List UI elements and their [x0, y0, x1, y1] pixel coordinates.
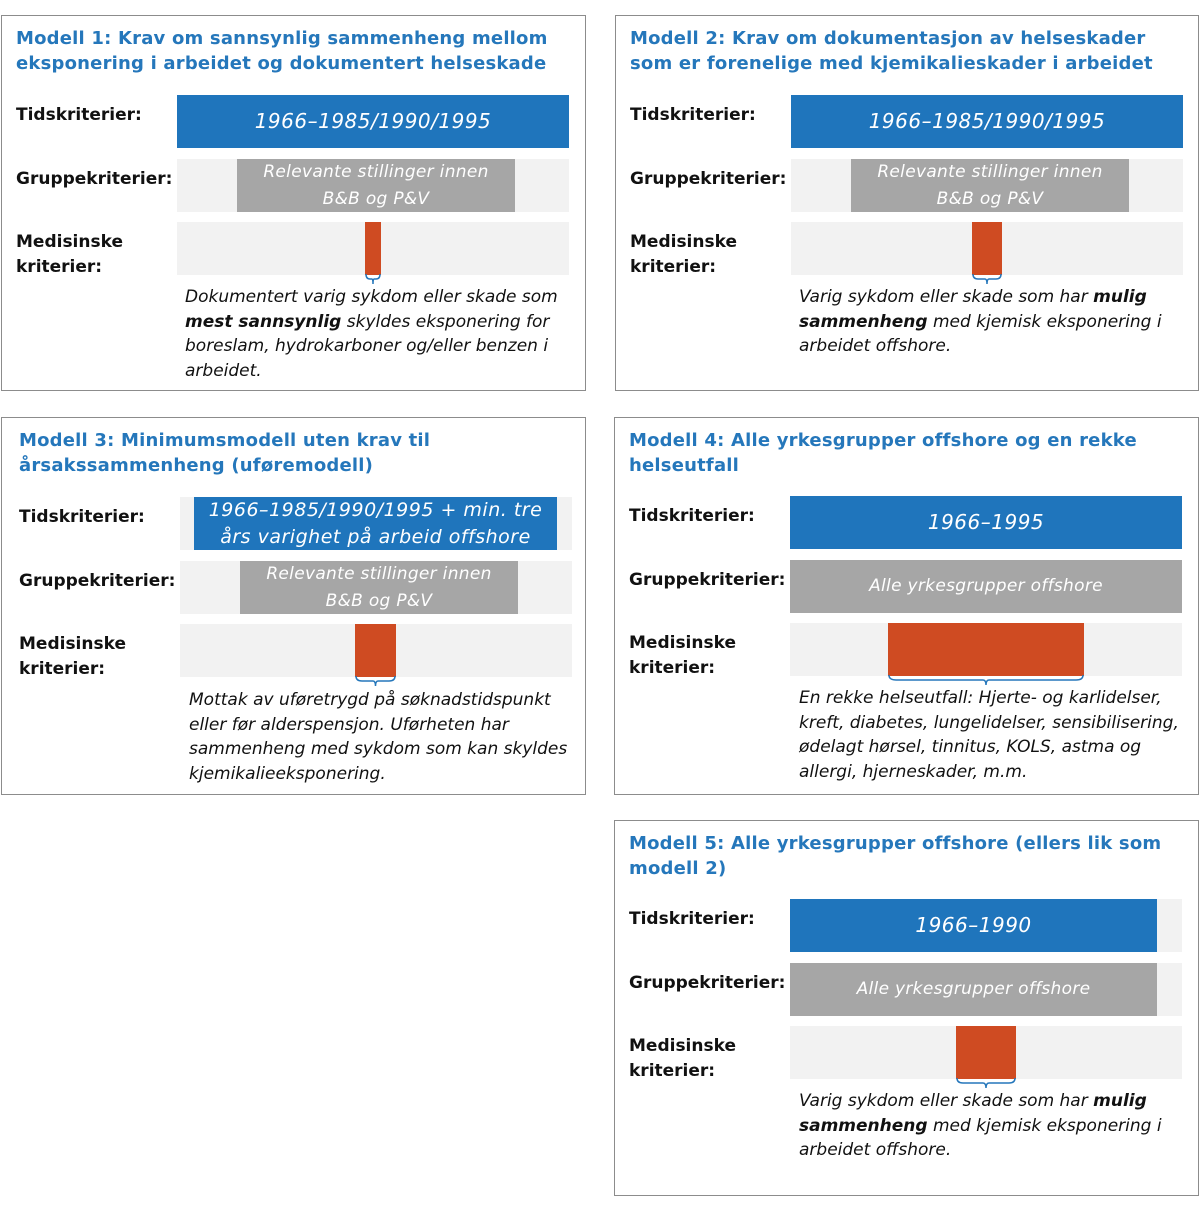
medical-track — [177, 222, 569, 275]
medical-label-line-1: Medisinske — [629, 633, 736, 653]
medical-label-line-2: kriterier: — [629, 658, 716, 678]
medical-description: Varig sykdom eller skade som har mulig sammenheng med kjemisk eksponering i arbeidet offshore. — [799, 1091, 1162, 1160]
time-track — [790, 496, 1182, 549]
model-4-panel — [614, 417, 1199, 795]
time-track — [177, 95, 569, 148]
model-5-title: Modell 5: Alle yrkesgrupper offshore (ellers lik som modell 2) — [629, 833, 1162, 879]
group-criteria-label: Gruppekriterier: — [16, 169, 173, 189]
medical-label-line-2: kriterier: — [630, 257, 717, 277]
time-criteria-label: Tidskriterier: — [630, 105, 756, 125]
time-criteria-label: Tidskriterier: — [16, 105, 142, 125]
medical-label-line-1: Medisinske — [630, 232, 737, 252]
medical-label-line-2: kriterier: — [19, 659, 106, 679]
medical-track — [180, 624, 572, 677]
brace-icon — [888, 674, 1084, 686]
time-track — [180, 497, 572, 550]
model-2-panel — [615, 15, 1199, 391]
medical-label-line-1: Medisinske — [629, 1036, 736, 1056]
medical-label-line-2: kriterier: — [629, 1061, 716, 1081]
medical-bar — [355, 624, 396, 677]
medical-bar — [972, 222, 1002, 275]
medical-description: En rekke helseutfall: Hjerte- og karlidelser, kreft, diabetes, lungelidelser, sensibilisering, ødelagt hørsel, tinnitus, KOLS, astma og allergi, hjerneskader, m.m. — [799, 688, 1179, 782]
model-1-panel — [1, 15, 586, 391]
model-1-title: Modell 1: Krav om sannsynlig sammenheng mellom eksponering i arbeidet og dokumentert helseskade — [16, 28, 548, 74]
brace-icon — [972, 273, 1002, 285]
medical-criteria-label — [629, 631, 799, 681]
group-track — [180, 561, 572, 614]
medical-label-line-2: kriterier: — [16, 257, 103, 277]
group-criteria-label: Gruppekriterier: — [629, 570, 786, 590]
group-track — [177, 159, 569, 212]
group-criteria-label: Gruppekriterier: — [629, 973, 786, 993]
medical-criteria-label — [19, 632, 189, 682]
group-bar: Alle yrkesgrupper offshore — [790, 963, 1157, 1016]
time-bar: 1966–1985/1990/1995 — [177, 95, 569, 148]
time-criteria-label: Tidskriterier: — [629, 909, 755, 929]
group-bar: Relevante stillinger innen B&B og P&V — [237, 159, 515, 212]
group-track — [790, 963, 1182, 1016]
medical-label-line-1: Medisinske — [19, 634, 126, 654]
group-track — [791, 159, 1183, 212]
medical-track — [790, 623, 1182, 676]
group-bar: Relevante stillinger innen B&B og P&V — [240, 561, 518, 614]
time-criteria-label: Tidskriterier: — [19, 507, 145, 527]
medical-description: Dokumentert varig sykdom eller skade som mest sannsynlig skyldes eksponering for boreslam, hydrokarboner og/eller benzen i arbeidet. — [185, 287, 558, 381]
model-3-panel — [1, 417, 586, 795]
model-3-title: Modell 3: Minimumsmodell uten krav til årsakssammenheng (uføremodell) — [19, 430, 431, 476]
group-bar: Alle yrkesgrupper offshore — [790, 560, 1182, 613]
model-5-panel — [614, 820, 1199, 1196]
medical-description: Varig sykdom eller skade som har mulig sammenheng med kjemisk eksponering i arbeidet offshore. — [799, 287, 1162, 356]
time-track — [791, 95, 1183, 148]
time-bar: 1966–1985/1990/1995 + min. tre års varighet på arbeid offshore — [194, 497, 557, 550]
medical-label-line-1: Medisinske — [16, 232, 123, 252]
medical-criteria-label — [16, 230, 186, 280]
brace-icon — [355, 675, 396, 687]
time-criteria-label: Tidskriterier: — [629, 506, 755, 526]
medical-criteria-label — [629, 1034, 799, 1084]
group-bar: Relevante stillinger innen B&B og P&V — [851, 159, 1129, 212]
time-bar: 1966–1990 — [790, 899, 1157, 952]
brace-icon — [956, 1077, 1016, 1089]
medical-bar — [365, 222, 381, 275]
medical-criteria-label — [630, 230, 800, 280]
medical-description: Mottak av uføretrygd på søknadstidspunkt eller før alderspensjon. Uførheten har sammenheng med sykdom som kan skyldes kjemikalieeksponering. — [189, 690, 568, 784]
model-2-title: Modell 2: Krav om dokumentasjon av helseskader som er forenelige med kjemikalieskader i arbeidet — [630, 28, 1153, 74]
group-criteria-label: Gruppekriterier: — [630, 169, 787, 189]
group-track — [790, 560, 1182, 613]
time-bar: 1966–1995 — [790, 496, 1182, 549]
medical-bar — [956, 1026, 1016, 1079]
medical-bar — [888, 623, 1084, 676]
brace-icon — [365, 273, 381, 285]
time-track — [790, 899, 1182, 952]
time-bar: 1966–1985/1990/1995 — [791, 95, 1183, 148]
medical-track — [791, 222, 1183, 275]
model-4-title: Modell 4: Alle yrkesgrupper offshore og en rekke helseutfall — [629, 430, 1137, 476]
medical-track — [790, 1026, 1182, 1079]
group-criteria-label: Gruppekriterier: — [19, 571, 176, 591]
